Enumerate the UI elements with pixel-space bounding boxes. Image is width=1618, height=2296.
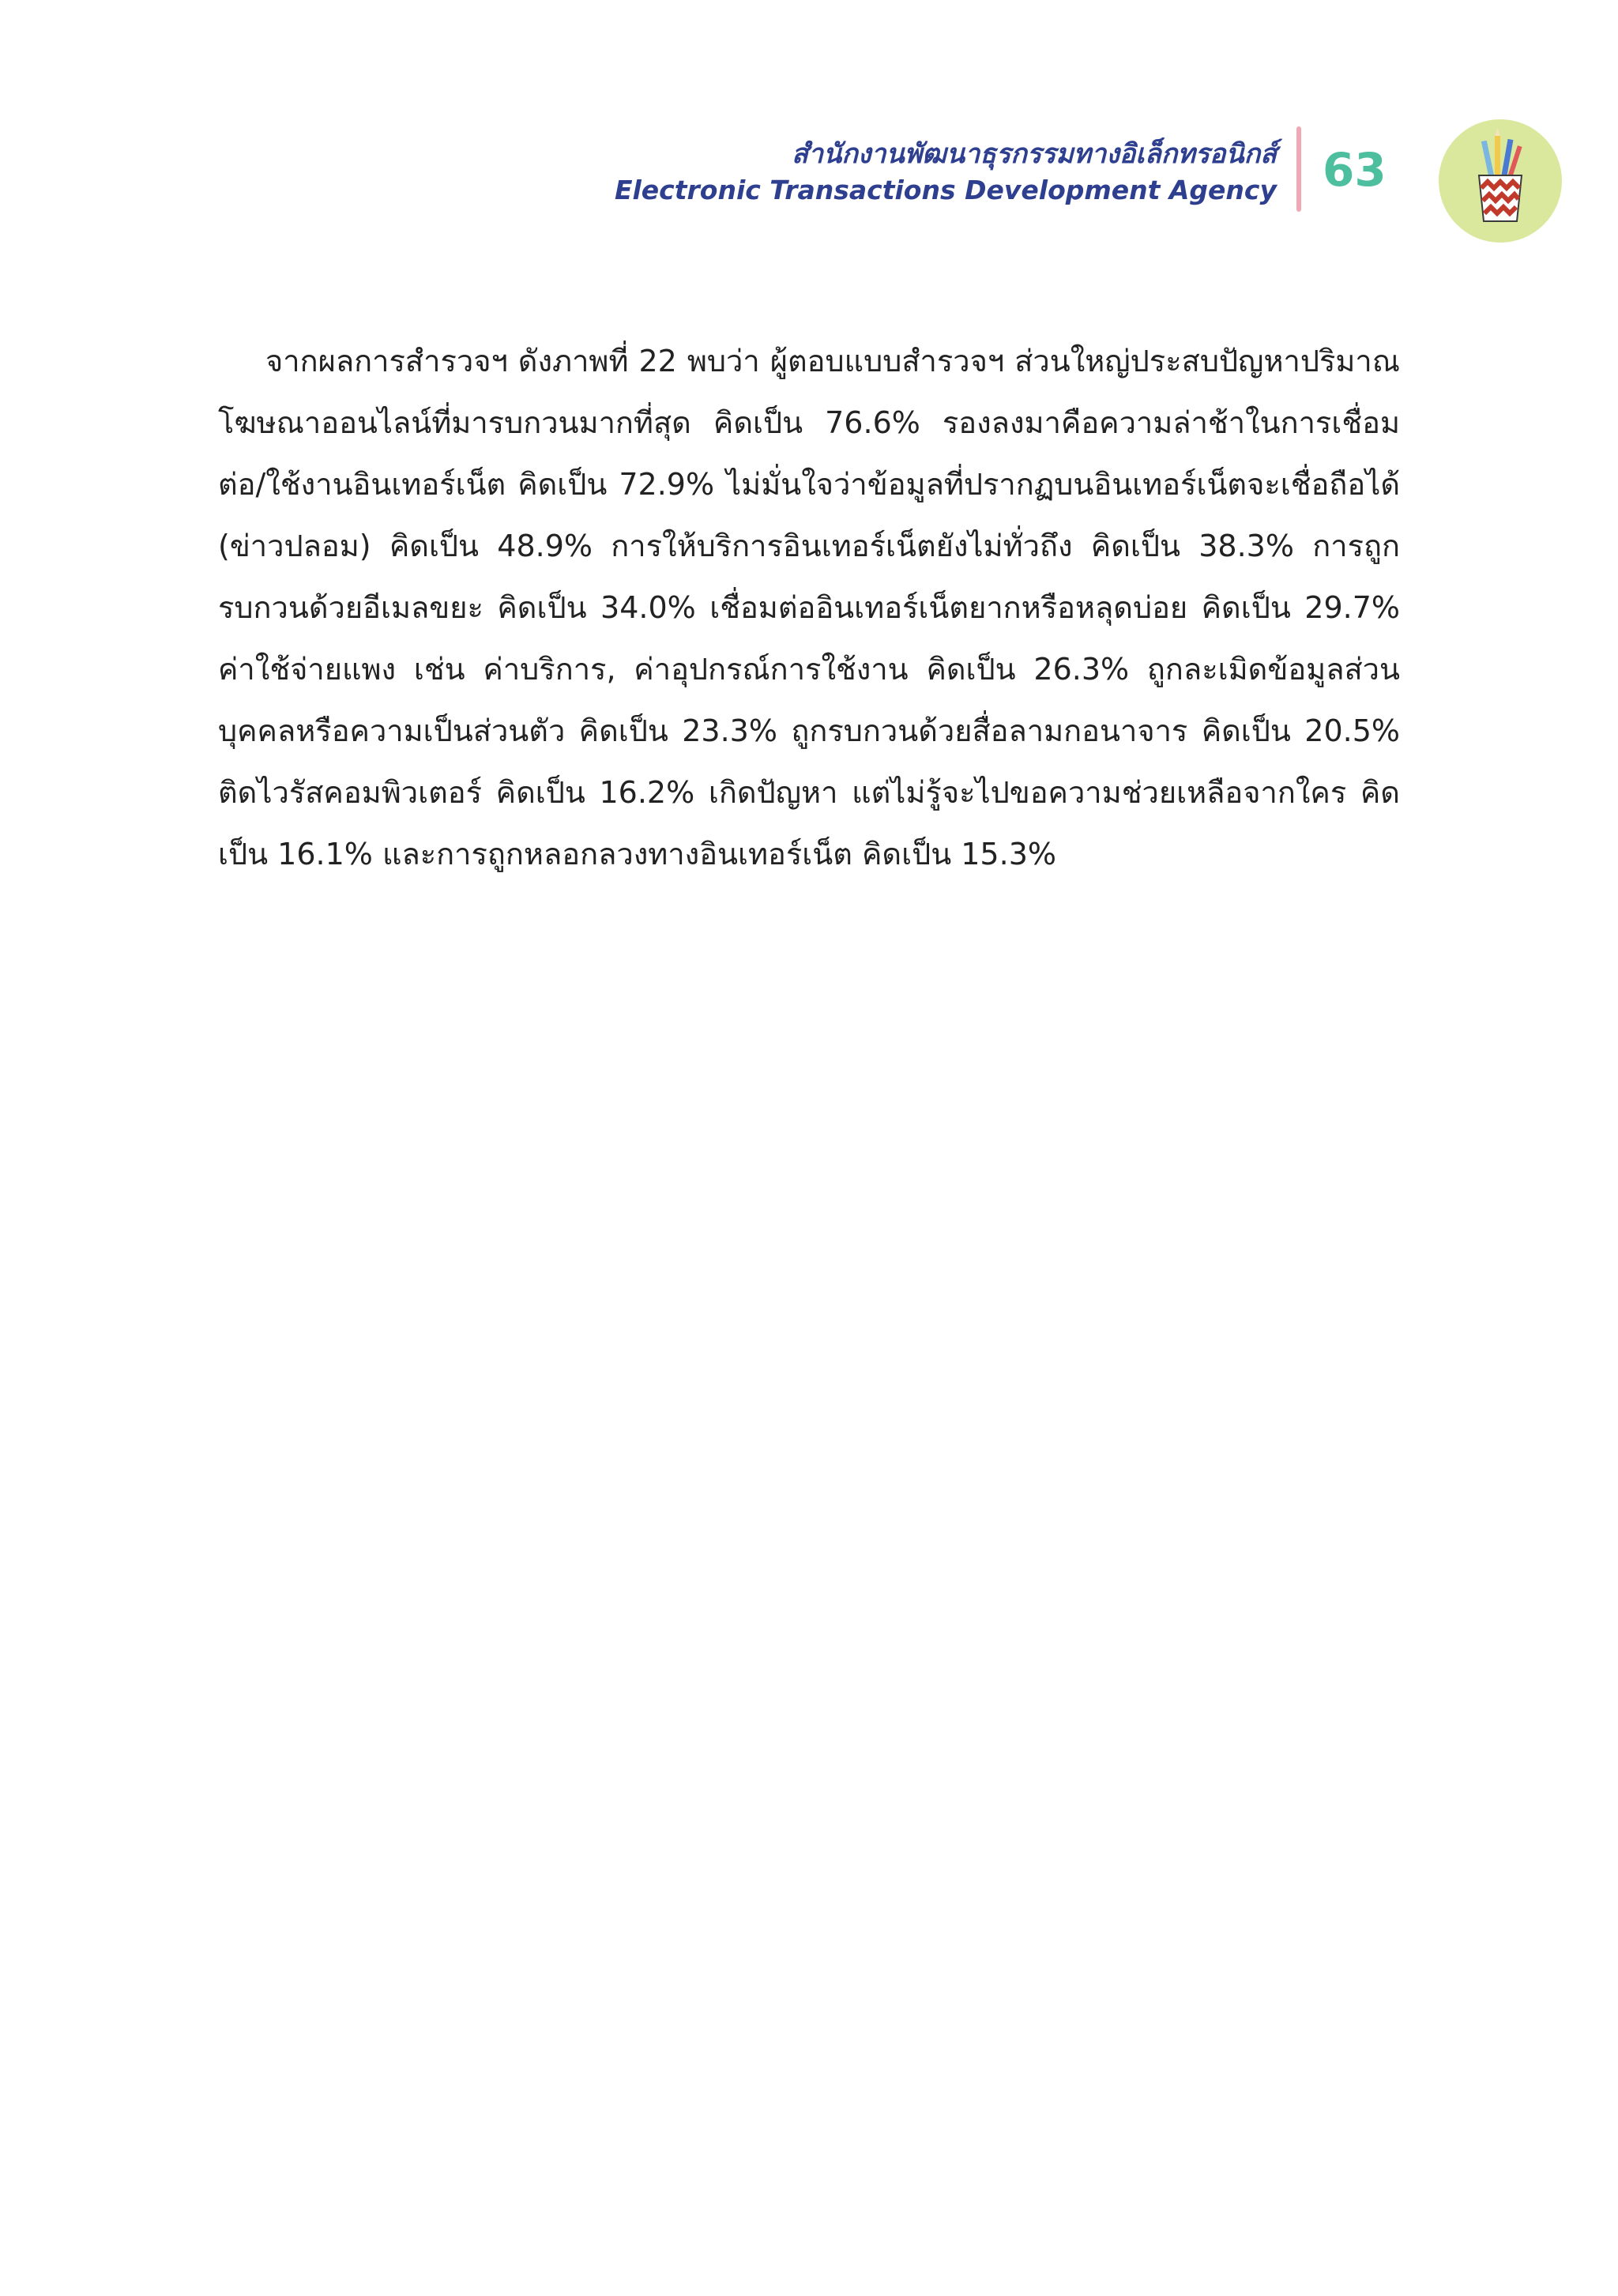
header-divider xyxy=(1296,126,1301,212)
pencil-cup-icon xyxy=(1438,119,1563,243)
agency-title-english: Electronic Transactions Development Agency xyxy=(614,175,1277,205)
page-number: 63 xyxy=(1323,143,1387,197)
page-header xyxy=(0,119,1618,245)
agency-title-thai: สำนักงานพัฒนาธุรกรรมทางอิเล็กทรอนิกส์ xyxy=(792,138,1277,170)
body-paragraph: จากผลการสำรวจฯ ดังภาพที่ 22 พบว่า ผู้ตอบแบบสำรวจฯ ส่วนใหญ่ประสบปัญหาปริมาณโฆษณาออนไลน์ที่มารบกวนมากที่สุด คิดเป็น 76.6% รองลงมาคือความล่าช้าในการเชื่อมต่อ/ใช้งานอินเทอร์เน็ต คิดเป็น 72.9% ไม่มั่นใจว่าข้อมูลที่ปรากฏบนอินเทอร์เน็ตจะเชื่อถือได้ (ข่าวปลอม) คิดเป็น 48.9% การให้บริการอินเทอร์เน็ตยังไม่ทั่วถึง คิดเป็น 38.3% การถูกรบกวนด้วยอีเมลขยะ คิดเป็น 34.0% เชื่อมต่ออินเทอร์เน็ตยากหรือหลุดบ่อย คิดเป็น 29.7% ค่าใช้จ่ายแพง เช่น ค่าบริการ, ค่าอุปกรณ์การใช้งาน คิดเป็น 26.3% ถูกละเมิดข้อมูลส่วนบุคคลหรือความเป็นส่วนตัว คิดเป็น 23.3% ถูกรบกวนด้วยสื่อลามกอนาจาร คิดเป็น 20.5% ติดไวรัสคอมพิวเตอร์ คิดเป็น 16.2% เกิดปัญหา แต่ไม่รู้จะไปขอความช่วยเหลือจากใคร คิดเป็น 16.1% และการถูกหลอกลวงทางอินเทอร์เน็ต คิดเป็น 15.3% xyxy=(218,344,1400,871)
agency-title xyxy=(615,136,1277,209)
